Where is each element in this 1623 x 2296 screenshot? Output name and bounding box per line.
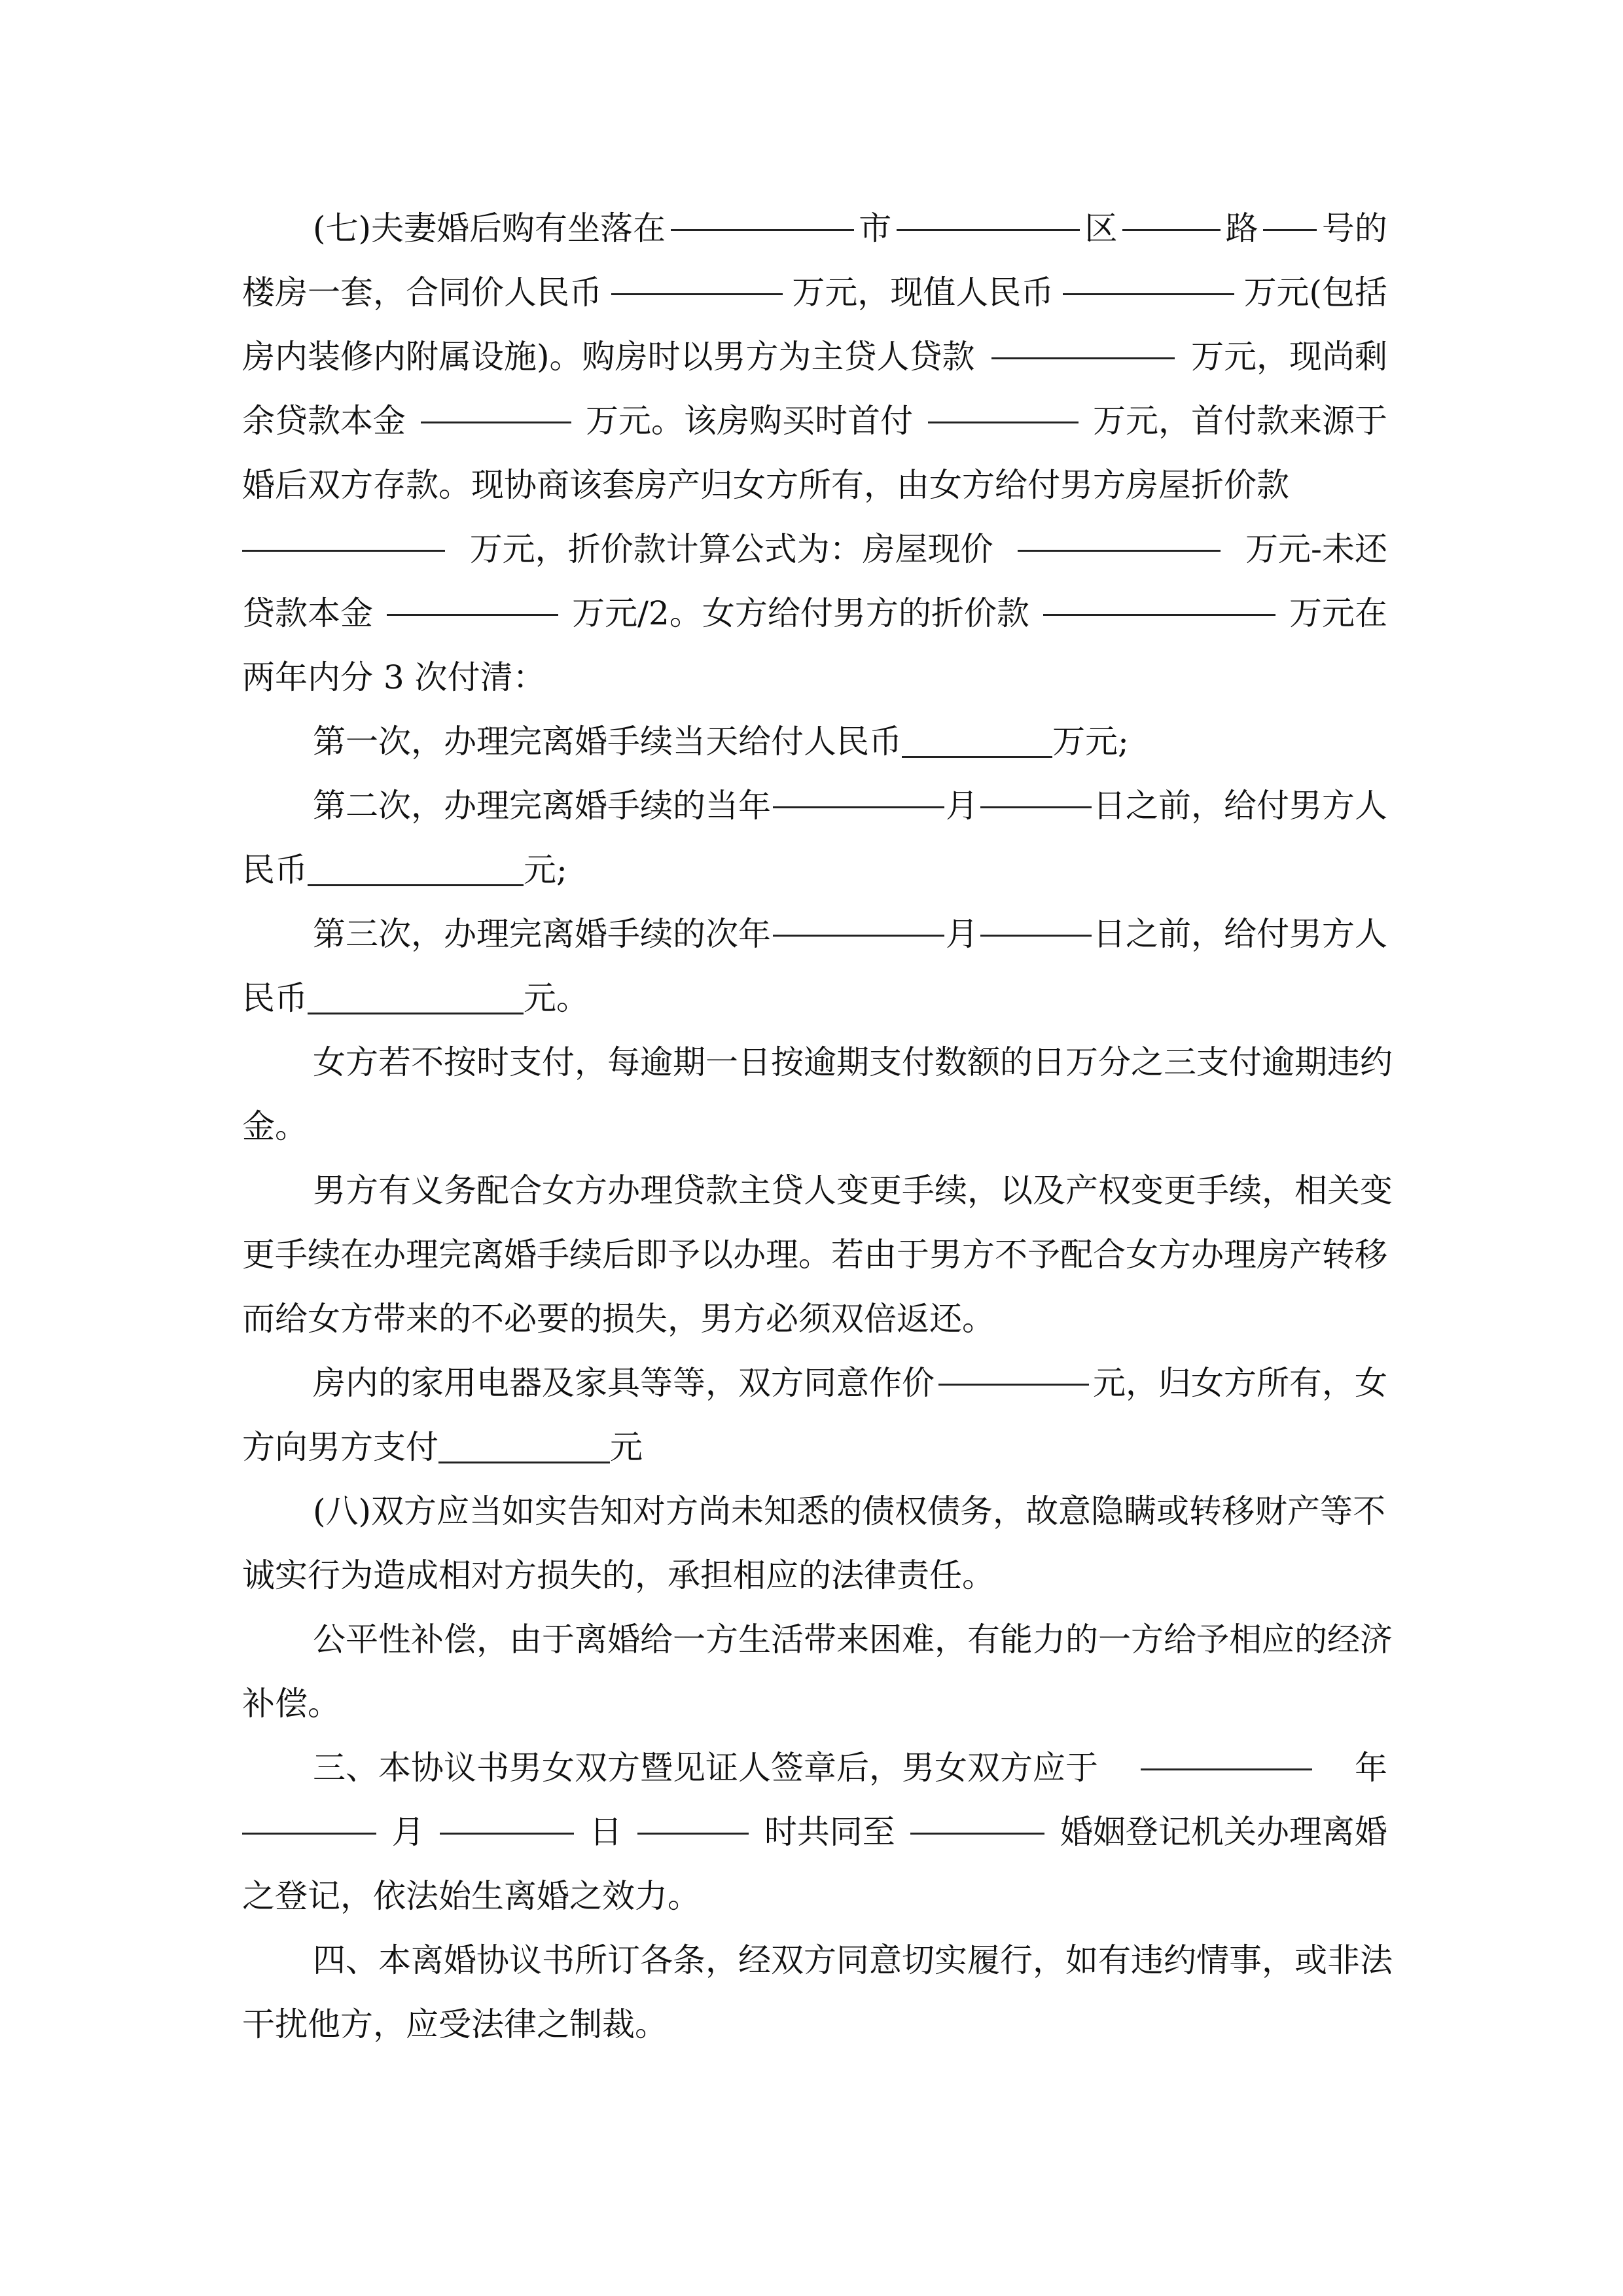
payment-2-line-2: 民币 元; bbox=[242, 851, 567, 889]
blank-second-amount[interactable] bbox=[308, 852, 524, 886]
furniture-line-2: 方向男方支付 元 bbox=[242, 1428, 643, 1466]
blank-first-payment[interactable] bbox=[902, 723, 1052, 758]
clause-7-line-3: 房内装修内附属设施)。购房时以男方为主贷人贷款 万元，现尚剩 bbox=[242, 325, 1387, 389]
blank-current-value[interactable] bbox=[1063, 260, 1234, 295]
blank-furniture-payment[interactable] bbox=[438, 1429, 610, 1463]
clause-7-line-6: 万元，折价款计算公式为：房屋现价 万元-未还 bbox=[242, 517, 1387, 581]
payment-3-line-1: 第三次，办理完离婚手续的次年 月 日之前，给付男方人 bbox=[242, 902, 1387, 966]
blank-month[interactable] bbox=[242, 1800, 376, 1835]
section-4-line-1: 四、本离婚协议书所订各条，经双方同意切实履行，如有违约情事，或非法 bbox=[313, 1941, 1393, 1979]
blank-second-day[interactable] bbox=[980, 774, 1092, 808]
payment-1: 第一次，办理完离婚手续当天给付人民币 万元; bbox=[313, 723, 1129, 761]
clause-7-line-5: 婚后双方存款。现协商该套房产归女方所有，由女方给付男方房屋折价款 bbox=[242, 466, 1289, 504]
blank-second-month[interactable] bbox=[773, 774, 944, 808]
duty-line-3: 而给女方带来的不必要的损失，男方必须双倍返还。 bbox=[242, 1300, 995, 1338]
payment-2-line-1: 第二次，办理完离婚手续的当年 月 日之前，给付男方人 bbox=[242, 774, 1387, 838]
blank-total-compensation[interactable] bbox=[1043, 581, 1275, 616]
late-fee-line-1: 女方若不按时支付，每逾期一日按逾期支付数额的日万分之三支付逾期违约 bbox=[313, 1043, 1393, 1081]
furniture-line-1: 房内的家用电器及家具等等，双方同意作价 元，归女方所有，女 bbox=[242, 1351, 1387, 1415]
blank-city[interactable] bbox=[671, 196, 854, 231]
blank-unpaid-principal[interactable] bbox=[387, 581, 558, 616]
blank-down-payment[interactable] bbox=[928, 389, 1079, 423]
clause-8-line-1: (八)双方应当如实告知对方尚未知悉的债权债务，故意隐瞒或转移财产等不 bbox=[313, 1492, 1386, 1530]
late-fee-line-2: 金。 bbox=[242, 1107, 308, 1145]
clause-7-line-4: 余贷款本金 万元。该房购买时首付 万元，首付款来源于 bbox=[242, 389, 1387, 453]
clause-7-line-2: 楼房一套，合同价人民币 万元，现值人民币 万元(包括 bbox=[242, 260, 1387, 325]
blank-contract-price[interactable] bbox=[611, 260, 783, 295]
clause-7-line-7: 贷款本金 万元/2。女方给付男方的折价款 万元在 bbox=[242, 581, 1387, 645]
section-3-line-3: 之登记，依法始生离婚之效力。 bbox=[242, 1877, 700, 1915]
section-4-line-2: 干扰他方，应受法律之制裁。 bbox=[242, 2005, 668, 2043]
section-3-line-1: 三、本协议书男女双方暨见证人签章后，男女双方应于 年 bbox=[242, 1736, 1387, 1800]
blank-third-month[interactable] bbox=[773, 902, 944, 937]
duty-line-2: 更手续在办理完离婚手续后即予以办理。若由于男方不予配合女方办理房产转移 bbox=[242, 1236, 1387, 1274]
blank-day[interactable] bbox=[440, 1800, 574, 1835]
payment-3-line-2: 民币 元。 bbox=[242, 979, 589, 1017]
clause-7-line-8: 两年内分 3 次付清： bbox=[242, 658, 546, 696]
blank-year[interactable] bbox=[1141, 1736, 1312, 1770]
clause-8-line-2: 诚实行为造成相对方损失的，承担相应的法律责任。 bbox=[242, 1556, 995, 1594]
blank-third-amount[interactable] bbox=[308, 980, 524, 1014]
blank-remaining-principal[interactable] bbox=[421, 389, 571, 423]
fair-comp-line-1: 公平性补偿，由于离婚给一方生活带来困难，有能力的一方给予相应的经济 bbox=[313, 1621, 1393, 1659]
blank-compensation[interactable] bbox=[242, 517, 445, 552]
section-3-line-2: 月 日 时共同至 婚姻登记机关办理离婚 bbox=[242, 1800, 1387, 1864]
blank-registry-office[interactable] bbox=[910, 1800, 1044, 1835]
blank-third-day[interactable] bbox=[980, 902, 1092, 937]
blank-loan-amount[interactable] bbox=[991, 325, 1175, 359]
document-body bbox=[242, 196, 1393, 2056]
duty-line-1: 男方有义务配合女方办理贷款主贷人变更手续，以及产权变更手续，相关变 bbox=[313, 1172, 1393, 1210]
blank-number[interactable] bbox=[1263, 196, 1317, 231]
clause-7-line-1: (七)夫妻婚后购有坐落在 市 区 路 号的 bbox=[242, 196, 1387, 260]
blank-district[interactable] bbox=[897, 196, 1080, 231]
blank-furniture-price[interactable] bbox=[938, 1351, 1089, 1386]
blank-house-current-price[interactable] bbox=[1018, 517, 1221, 552]
blank-road[interactable] bbox=[1122, 196, 1221, 231]
blank-hour[interactable] bbox=[637, 1800, 749, 1835]
fair-comp-line-2: 补偿。 bbox=[242, 1685, 340, 1723]
